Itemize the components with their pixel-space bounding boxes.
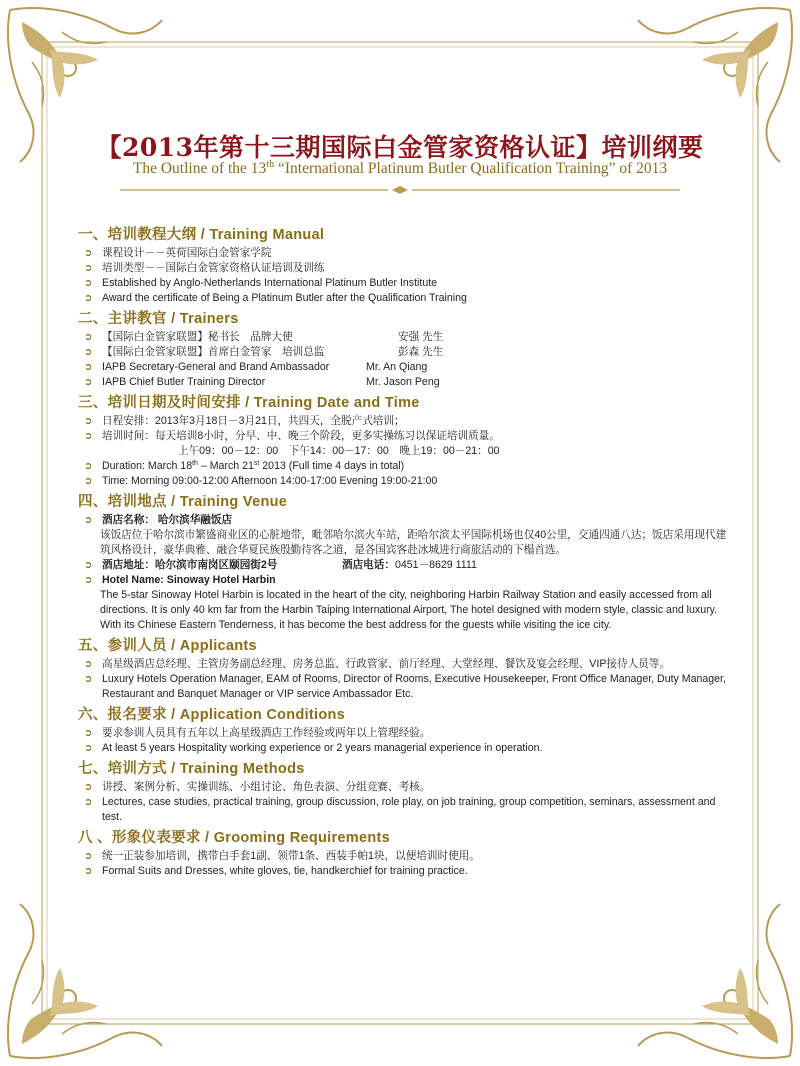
list-item: ➲ 日程安排：2013年3月18日－3月21日，共四天，全脱产式培训； <box>84 415 405 427</box>
hotel-description-en: The 5-star Sinoway Hotel Harbin is located in the heart of the city, neighboring Harbin Railway Station and easily accessed from all directions. It is only 40 km far from the Harbin Taiping International Airport, The hotel designed with modern style, classic and luxury. With its Chinese Eastern Tenderness, it has become the best address for the guests while visiting the ice city. <box>100 589 718 631</box>
arrow-icon: ➲ <box>84 743 93 754</box>
arrow-icon: ➲ <box>84 362 93 373</box>
schedule-times: 上午09：00－12：00 下午14：00－17：00 晚上19：00－21：00 <box>178 445 500 457</box>
list-item: ➲ IAPB Chief Butler Training Director Mr. Jason Peng <box>84 376 440 388</box>
outline-content <box>78 222 728 879</box>
list-item: ➲ 培训类型－－国际白金管家资格认证培训及训练 <box>84 262 325 274</box>
section-heading: 七、培训方式 / Training Methods <box>78 761 305 777</box>
arrow-icon: ➲ <box>84 866 93 877</box>
arrow-icon: ➲ <box>84 416 93 427</box>
section-heading: 六、报名要求 / Application Conditions <box>78 707 346 723</box>
page-title: 【2013年第十三期国际白金管家资格认证】培训纲要 <box>96 133 704 162</box>
list-item: ➲ 【国际白金管家联盟】首席白金管家 培训总监 彭森 先生 <box>84 346 444 358</box>
list-item: ➲ 讲授、案例分析、实操训练、小组讨论、角色表演、分组竞赛、考核。 <box>84 781 431 793</box>
arrow-icon: ➲ <box>84 293 93 304</box>
section-heading: 四、培训地点 / Training Venue <box>78 494 288 510</box>
arrow-icon: ➲ <box>84 515 93 526</box>
arrow-icon: ➲ <box>84 575 93 586</box>
arrow-icon: ➲ <box>84 851 93 862</box>
section-training-venue <box>78 492 728 633</box>
arrow-icon: ➲ <box>84 263 93 274</box>
arrow-icon: ➲ <box>84 377 93 388</box>
arrow-icon: ➲ <box>84 782 93 793</box>
list-item: ➲ 课程设计－－英荷国际白金管家学院 <box>84 247 272 259</box>
section-heading: 八 、形象仪表要求 / Grooming Requirements <box>78 830 391 846</box>
page-subtitle: The Outline of the 13th “International Platinum Butler Qualification Training” of 2013 <box>132 159 668 177</box>
section-heading: 五、参训人员 / Applicants <box>78 638 257 654</box>
hotel-description-cn: 该饭店位于哈尔滨市繁盛商业区的心脏地带，毗邻哈尔滨火车站，距哈尔滨太平国际机场也仅40公里，交通四通八达；饭店采用现代建筑风格设计，豪华典雅、融合华夏民族殷勤待客之道，是各国宾客赴冰城进行商旅活动的下榻首选。 <box>100 529 727 556</box>
arrow-icon: ➲ <box>84 332 93 343</box>
list-item: ➲ 要求参训人员具有五年以上高星级酒店工作经验或两年以上管理经验。 <box>84 727 431 739</box>
section-trainers <box>78 309 728 390</box>
arrow-icon: ➲ <box>84 431 93 442</box>
list-item: ➲ Luxury Hotels Operation Manager, EAM of Rooms, Director of Rooms, Executive Housekeeper, Front Office Manager, Duty Manager, Restaurant and Banquet Manager or VIP service Ambassador Etc. <box>84 673 726 700</box>
section-heading: 二、主讲教官 / Trainers <box>78 311 239 327</box>
section-training-methods <box>78 759 728 825</box>
title-divider <box>0 185 800 195</box>
section-training-date <box>78 393 728 489</box>
list-item: ➲ 【国际白金管家联盟】秘书长 品牌大使 安强 先生 <box>84 331 444 343</box>
arrow-icon: ➲ <box>84 674 93 685</box>
list-item: ➲ 酒店地址：哈尔滨市南岗区颐园街2号 酒店电话：0451－8629 1111 <box>84 559 477 571</box>
list-item: ➲ Lectures, case studies, practical training, group discussion, role play, on job training, group competition, seminars, assessment and test. <box>84 796 716 823</box>
arrow-icon: ➲ <box>84 278 93 289</box>
arrow-icon: ➲ <box>84 248 93 259</box>
list-item: ➲ 高星级酒店总经理、主管房务副总经理、房务总监、行政管家、前厅经理、大堂经理、餐饮及宴会经理、VIP接待人员等。 <box>84 658 670 670</box>
list-item: ➲ Established by Anglo-Netherlands International Platinum Butler Institute <box>84 277 438 289</box>
list-item: ➲ 培训时间：每天培训8小时，分早、中、晚三个阶段，更多实操练习以保证培训质量。 <box>84 430 500 442</box>
list-item: ➲ Formal Suits and Dresses, white gloves, tie, handkerchief for training practice. <box>84 865 468 877</box>
section-heading: 三、培训日期及时间安排 / Training Date and Time <box>78 395 420 411</box>
arrow-icon: ➲ <box>84 659 93 670</box>
list-item: ➲ Time: Morning 09:00-12:00 Afternoon 14:00-17:00 Evening 19:00-21:00 <box>84 475 438 487</box>
list-item: ➲ Duration: March 18th – March 21st 2013 (Full time 4 days in total) <box>84 460 405 472</box>
section-applicants <box>78 636 728 702</box>
section-application-conditions <box>78 705 728 756</box>
list-item: ➲ At least 5 years Hospitality working experience or 2 years managerial experience in operation. <box>84 742 543 754</box>
list-item: ➲ IAPB Secretary-General and Brand Ambassador Mr. An Qiang <box>84 361 428 373</box>
list-item: ➲ Hotel Name: Sinoway Hotel Harbin <box>84 574 276 586</box>
section-heading: 一、培训教程大纲 / Training Manual <box>78 227 325 243</box>
arrow-icon: ➲ <box>84 461 93 472</box>
list-item: ➲ 酒店名称： 哈尔滨华融饭店 <box>84 514 233 526</box>
list-item: ➲ 统一正装参加培训，携带白手套1副、领带1条、西装手帕1块，以便培训时使用。 <box>84 850 480 862</box>
arrow-icon: ➲ <box>84 560 93 571</box>
section-grooming <box>78 828 728 879</box>
arrow-icon: ➲ <box>84 347 93 358</box>
arrow-icon: ➲ <box>84 797 93 808</box>
arrow-icon: ➲ <box>84 728 93 739</box>
section-training-manual <box>78 225 728 306</box>
arrow-icon: ➲ <box>84 476 93 487</box>
list-item: ➲ Award the certificate of Being a Platinum Butler after the Qualification Training <box>84 292 467 304</box>
